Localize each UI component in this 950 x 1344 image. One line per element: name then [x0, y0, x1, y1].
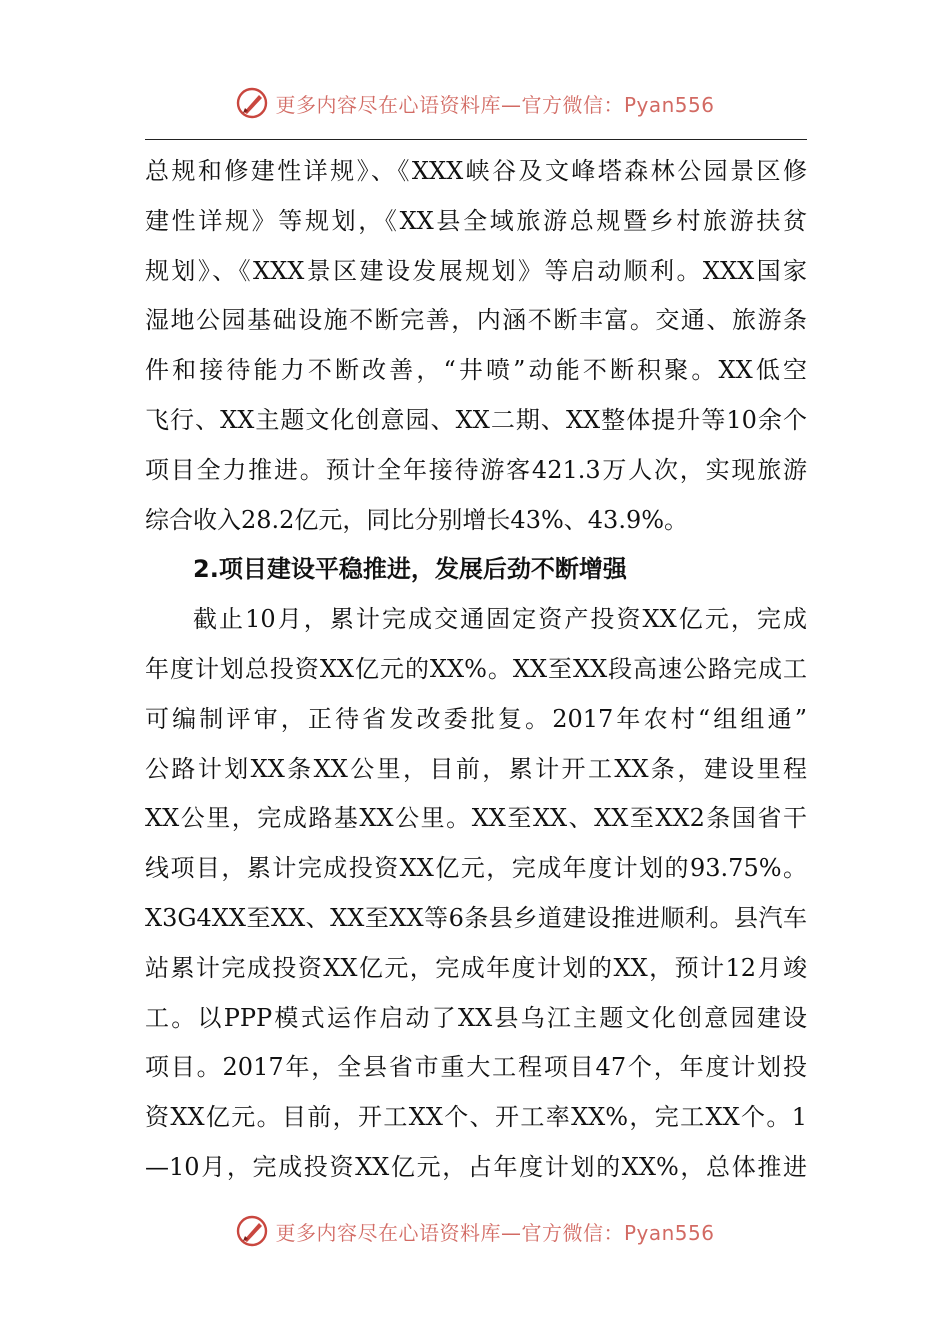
text-line: 综合收入28.2亿元，同比分别增长43%、43.9%。 — [145, 505, 689, 534]
text-line: 项目。2017年，全县省市重大工程项目47个，年度计划投 — [145, 1053, 807, 1082]
text-line: 规划》、《XXX景区建设发展规划》等启动顺利。XXX国家 — [145, 256, 807, 285]
footer-watermark — [0, 1212, 950, 1250]
pen-logo-icon — [235, 86, 269, 120]
text-line: 年度计划总投资XX亿元的XX%。XX至XX段高速公路完成工 — [145, 654, 807, 683]
text-line: 可编制评审，正待省发改委批复。2017年农村“组组通” — [145, 704, 807, 733]
text-line: —10月，完成投资XX亿元，占年度计划的XX%，总体推进 — [145, 1152, 807, 1181]
text-line: XX公里，完成路基XX公里。XX至XX、XX至XX2条国省干 — [145, 804, 807, 833]
document-body — [145, 147, 807, 1193]
text-line: 站累计完成投资XX亿元，完成年度计划的XX，预计12月竣 — [145, 953, 807, 982]
text-line: 件和接待能力不断改善，“井喷”动能不断积聚。XX低空 — [145, 356, 807, 385]
text-line: X3G4XX至XX、XX至XX等6条县乡道建设推进顺利。县汽车 — [145, 903, 807, 932]
watermark-text: 更多内容尽在心语资料库—官方微信：Pyan556 — [275, 1220, 715, 1245]
text-line: 线项目，累计完成投资XX亿元，完成年度计划的93.75%。 — [145, 854, 807, 883]
text-line: 资XX亿元。目前，开工XX个、开工率XX%，完工XX个。1 — [145, 1103, 807, 1132]
text-line: 工。以PPP模式运作启动了XX县乌江主题文化创意园建设 — [145, 1003, 807, 1032]
text-line: 总规和修建性详规》、《XXX峡谷及文峰塔森林公园景区修 — [145, 157, 807, 185]
text-line: 湿地公园基础设施不断完善，内涵不断丰富。交通、旅游条 — [145, 306, 807, 335]
text-line: 飞行、XX主题文化创意园、XX二期、XX整体提升等10余个 — [145, 405, 807, 434]
section-heading: 2.项目建设平稳推进，发展后劲不断增强 — [193, 555, 627, 584]
pen-logo-icon — [235, 1214, 269, 1248]
watermark-text: 更多内容尽在心语资料库—官方微信：Pyan556 — [275, 92, 715, 117]
header-watermark — [0, 84, 950, 122]
text-line: 公路计划XX条XX公里，目前，累计开工XX条，建设里程 — [145, 754, 807, 783]
header-divider — [145, 139, 807, 140]
text-line: 截止10月，累计完成交通固定资产投资XX亿元，完成 — [193, 605, 807, 634]
text-line: 建性详规》等规划，《XX县全域旅游总规暨乡村旅游扶贫 — [145, 206, 807, 235]
text-line: 项目全力推进。预计全年接待游客421.3万人次，实现旅游 — [145, 455, 807, 484]
